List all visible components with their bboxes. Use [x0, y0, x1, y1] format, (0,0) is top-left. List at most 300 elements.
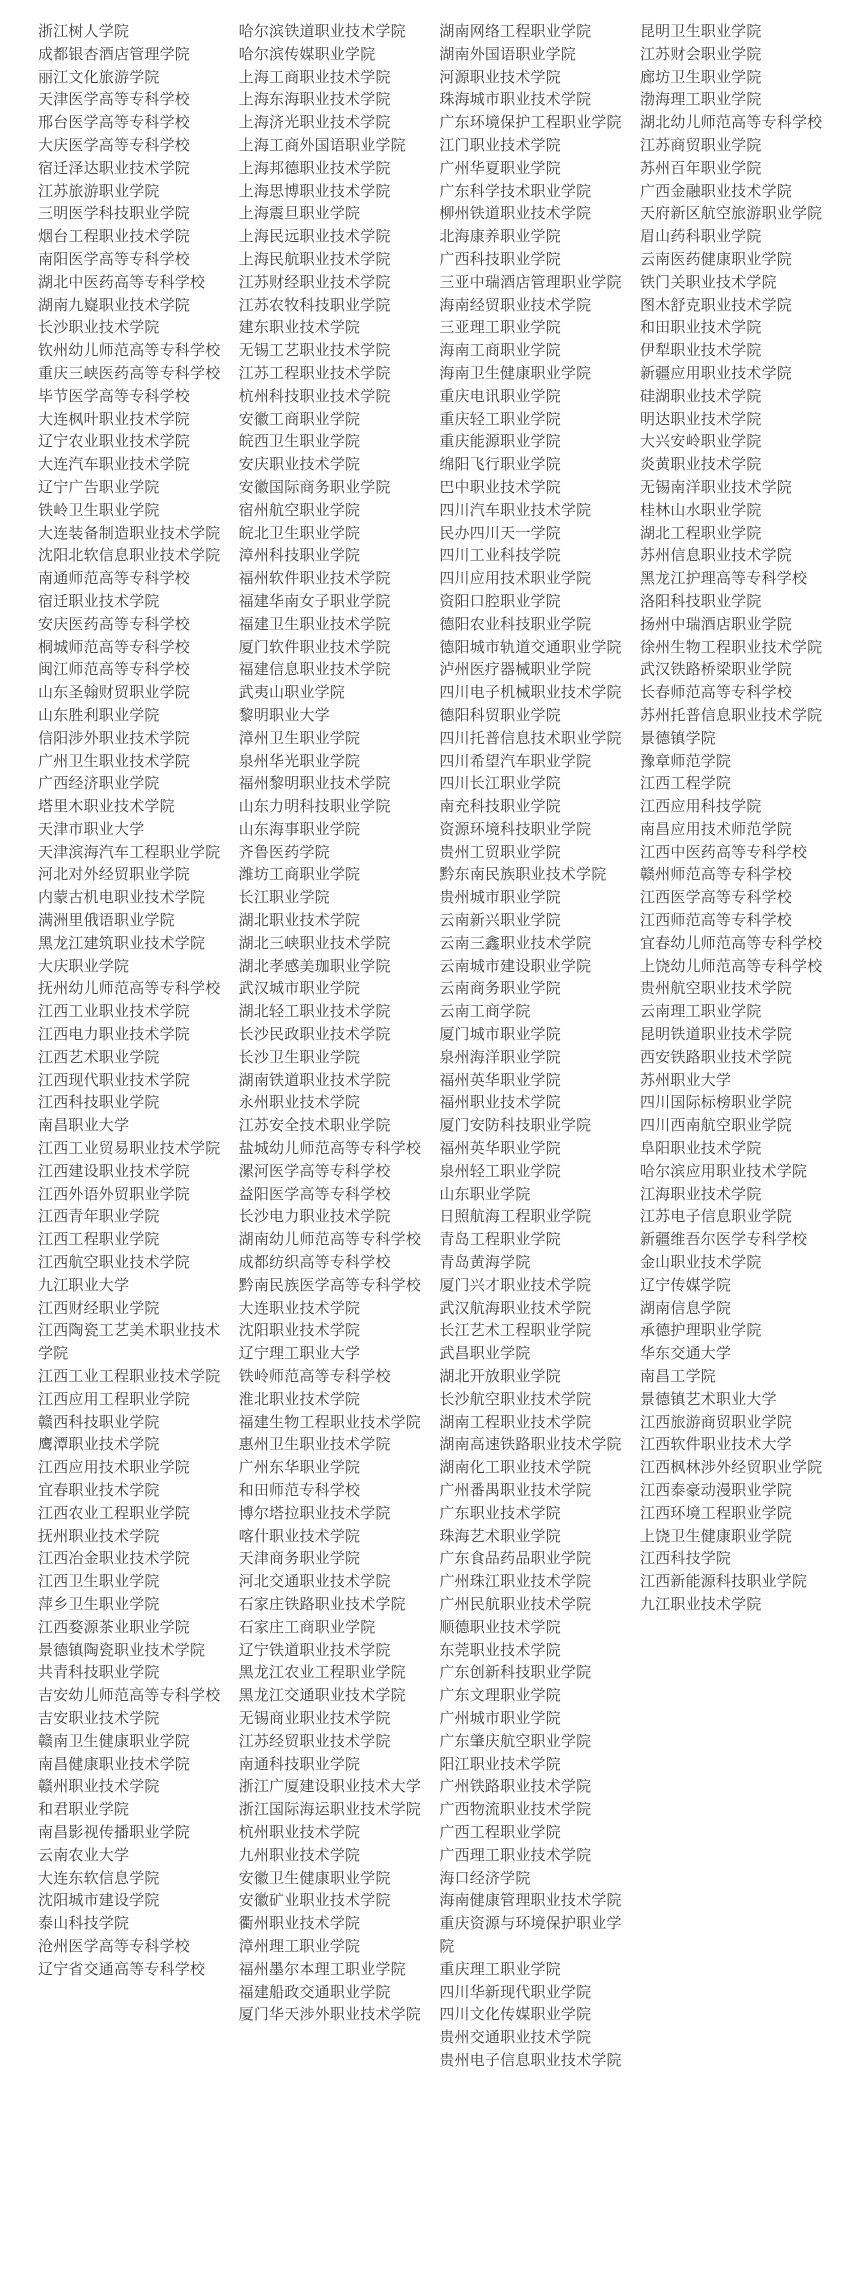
school-name: 湖北工程职业学院 — [639, 523, 762, 542]
school-name: 上饶幼儿师范高等专科学校 — [639, 956, 823, 975]
school-name: 江苏商贸职业学院 — [639, 135, 762, 154]
school-name: 广州华夏职业学院 — [439, 158, 561, 177]
school-name: 鹰潭职业技术学院 — [38, 1435, 160, 1454]
school-name: 上海东海职业技术学院 — [238, 90, 391, 109]
school-name: 盐城幼儿师范高等专科学校 — [238, 1139, 422, 1158]
school-name: 江苏财经职业技术学院 — [238, 272, 391, 291]
school-name: 桂林山水职业学院 — [639, 500, 762, 519]
list-column-1 — [38, 20, 226, 2286]
school-name: 和田师范专科学校 — [238, 1481, 361, 1499]
school-name: 漯河医学高等专科学校 — [238, 1161, 391, 1180]
school-name: 江西财经职业学院 — [38, 1298, 160, 1317]
school-name: 石家庄工商职业学院 — [238, 1617, 376, 1636]
list-column-2 — [239, 20, 427, 2286]
school-name: 杭州职业技术学院 — [238, 1822, 361, 1841]
school-name: 江海职业技术学院 — [639, 1184, 762, 1203]
school-name: 湖南幼儿师范高等专科学校 — [238, 1230, 422, 1249]
school-name: 漳州卫生职业学院 — [238, 728, 361, 747]
school-name: 四川华新现代职业学院 — [439, 1982, 592, 2001]
school-name: 厦门华天涉外职业技术学院 — [238, 2005, 422, 2024]
school-name: 天津滨海汽车工程职业学院 — [38, 842, 221, 861]
school-name: 图木舒克职业技术学院 — [639, 295, 792, 314]
school-name: 渤海理工职业学院 — [639, 90, 762, 109]
school-name: 海南卫生健康职业学院 — [439, 363, 592, 382]
school-name: 黑龙江建筑职业技术学院 — [38, 933, 206, 952]
school-name: 扬州中瑞酒店职业学院 — [639, 614, 792, 633]
school-name: 青岛工程职业学院 — [439, 1230, 561, 1249]
school-name: 江西工程职业学院 — [38, 1230, 160, 1249]
school-name: 江西工业贸易职业技术学院 — [38, 1139, 221, 1158]
school-name: 重庆能源职业学院 — [439, 432, 561, 451]
school-name: 湖北三峡职业技术学院 — [238, 933, 391, 952]
school-name: 新疆应用职业技术学院 — [639, 363, 792, 382]
school-name: 云南农业大学 — [38, 1845, 130, 1864]
school-name: 长沙航空职业技术学院 — [439, 1389, 592, 1408]
school-name: 九江职业技术学院 — [639, 1594, 762, 1613]
school-name: 泉州华光职业学院 — [238, 751, 361, 770]
school-name: 硅湖职业技术学院 — [639, 386, 762, 405]
school-name: 成都银杏酒店管理学院 — [38, 44, 191, 63]
school-name: 四川西南航空职业学院 — [639, 1116, 792, 1135]
school-name: 南通科技职业学院 — [238, 1754, 361, 1773]
school-name: 广东科学技术职业学院 — [439, 181, 592, 200]
school-name: 长江艺术工程职业学院 — [439, 1321, 592, 1340]
school-name: 湖北孝感美珈职业学院 — [238, 956, 391, 975]
school-name: 珠海艺术职业学院 — [439, 1526, 561, 1545]
school-name: 萍乡卫生职业学院 — [38, 1594, 160, 1613]
school-name: 江西青年职业学院 — [38, 1207, 160, 1226]
school-name: 重庆三峡医药高等专科学校 — [38, 363, 221, 382]
school-name: 顺德职业技术学院 — [439, 1617, 561, 1636]
school-name: 吉安职业技术学院 — [38, 1708, 160, 1727]
school-name: 江西师范高等专科学校 — [639, 911, 792, 930]
school-name: 广州番禺职业技术学院 — [439, 1481, 592, 1499]
school-name: 福州软件职业技术学院 — [238, 569, 391, 588]
school-name: 四川希望汽车职业学院 — [439, 751, 592, 770]
school-name: 宜春职业技术学院 — [38, 1481, 160, 1499]
school-name: 江西医学高等专科学校 — [639, 888, 792, 907]
list-column-3 — [439, 20, 627, 2286]
school-name: 漳州理工职业学院 — [238, 1936, 361, 1955]
school-name: 湖北中医药高等专科学校 — [38, 272, 206, 291]
school-name: 海口经济学院 — [439, 1868, 531, 1887]
school-name: 天津医学高等专科学校 — [38, 90, 191, 109]
school-name: 豫章师范学院 — [639, 751, 732, 770]
school-name: 辽宁广告职业学院 — [38, 477, 160, 496]
school-name: 江西工业工程职业技术学院 — [38, 1367, 221, 1386]
school-name: 上海邦德职业技术学院 — [238, 158, 391, 177]
school-name: 南昌职业大学 — [38, 1116, 130, 1135]
school-name: 邢台医学高等专科学校 — [38, 113, 191, 132]
school-name: 和田职业技术学院 — [639, 318, 762, 337]
school-name: 大庆职业学院 — [38, 956, 130, 975]
school-name: 烟台工程职业技术学院 — [38, 227, 191, 246]
school-name: 湖北职业技术学院 — [238, 911, 361, 930]
school-name: 广西科技职业学院 — [439, 249, 561, 268]
school-name: 重庆电讯职业学院 — [439, 386, 561, 405]
school-name: 福建船政交通职业学院 — [238, 1982, 391, 2001]
school-name: 江西陶瓷工艺美术职业技术学院 — [38, 1321, 221, 1363]
school-name: 江西科技学院 — [639, 1549, 732, 1568]
school-name: 无锡工艺职业技术学院 — [238, 341, 391, 360]
school-name: 广东文理职业学院 — [439, 1686, 561, 1705]
school-name: 哈尔滨传媒职业学院 — [238, 44, 376, 63]
school-name: 浙江国际海运职业技术学院 — [238, 1800, 422, 1819]
school-name: 成都纺织高等专科学校 — [238, 1253, 391, 1272]
school-name: 武夷山职业学院 — [238, 683, 346, 702]
school-name: 赣州职业技术学院 — [38, 1777, 160, 1796]
school-name: 厦门城市职业学院 — [439, 1025, 561, 1044]
school-name: 广西经济职业学院 — [38, 774, 160, 793]
school-name: 南昌健康职业技术学院 — [38, 1754, 191, 1773]
school-name: 广州珠江职业技术学院 — [439, 1572, 592, 1591]
school-name: 大庆医学高等专科学校 — [38, 135, 191, 154]
school-name: 云南城市建设职业学院 — [439, 956, 592, 975]
school-name: 泰山科技学院 — [38, 1914, 130, 1933]
school-name: 铁门关职业技术学院 — [639, 272, 777, 291]
school-name: 福州英华职业学院 — [439, 1070, 561, 1089]
school-name: 江西旅游商贸职业学院 — [639, 1412, 792, 1431]
school-name: 塔里木职业技术学院 — [38, 797, 175, 816]
school-name: 三亚理工职业学院 — [439, 318, 561, 337]
school-name: 民办四川天一学院 — [439, 523, 561, 542]
school-name: 泉州轻工职业学院 — [439, 1161, 561, 1180]
school-name: 惠州卫生职业技术学院 — [238, 1435, 391, 1454]
school-name: 宜春幼儿师范高等专科学校 — [639, 933, 823, 952]
school-name: 皖西卫生职业学院 — [238, 432, 361, 451]
school-name: 上海思博职业技术学院 — [238, 181, 391, 200]
school-name: 衢州职业技术学院 — [238, 1914, 361, 1933]
school-name: 厦门软件职业技术学院 — [238, 637, 391, 656]
school-name: 山东力明科技职业学院 — [238, 797, 391, 816]
school-name: 桐城师范高等专科学校 — [38, 637, 191, 656]
school-name: 江西婺源茶业职业学院 — [38, 1617, 191, 1636]
school-name: 江西农业工程职业学院 — [38, 1503, 191, 1522]
school-name: 福建信息职业技术学院 — [238, 660, 391, 679]
school-name: 江西应用科技学院 — [639, 797, 762, 816]
school-name: 四川长江职业学院 — [439, 774, 561, 793]
school-name: 广西金融职业技术学院 — [639, 181, 792, 200]
school-name: 九江职业大学 — [38, 1275, 130, 1294]
school-name: 辽宁省交通高等专科学校 — [38, 1959, 206, 1978]
school-name: 沈阳职业技术学院 — [238, 1321, 361, 1340]
school-name: 华东交通大学 — [639, 1344, 732, 1363]
school-name: 德阳农业科技职业学院 — [439, 614, 592, 633]
school-name: 江苏旅游职业学院 — [38, 181, 160, 200]
school-name: 湖南化工职业技术学院 — [439, 1458, 592, 1477]
school-name: 南通师范高等专科学校 — [38, 569, 191, 588]
school-name: 南充科技职业学院 — [439, 797, 561, 816]
school-name: 廊坊卫生职业学院 — [639, 67, 762, 86]
school-name: 和君职业学院 — [38, 1800, 130, 1819]
school-name: 宿迁泽达职业技术学院 — [38, 158, 191, 177]
school-name: 德阳科贸职业学院 — [439, 705, 561, 724]
school-name: 武汉铁路桥梁职业学院 — [639, 660, 792, 679]
school-name: 黎明职业大学 — [238, 705, 330, 724]
school-name: 西安铁路职业技术学院 — [639, 1047, 792, 1066]
school-name: 河北交通职业技术学院 — [238, 1572, 391, 1591]
school-name: 昆明卫生职业学院 — [639, 22, 762, 40]
school-name: 博尔塔拉职业技术学院 — [238, 1503, 391, 1522]
school-name: 南昌影视传播职业学院 — [38, 1822, 191, 1841]
school-name: 黔东南民族职业技术学院 — [439, 865, 607, 884]
school-name: 上海工商外国语职业学院 — [238, 135, 406, 154]
school-name: 湖北开放职业学院 — [439, 1367, 561, 1386]
school-name: 江西外语外贸职业学院 — [38, 1184, 191, 1203]
school-name: 江西应用技术职业学院 — [38, 1458, 191, 1477]
school-name: 安徽国际商务职业学院 — [238, 477, 391, 496]
school-name: 湖南网络工程职业学院 — [439, 22, 592, 40]
school-name: 江西泰豪动漫职业学院 — [639, 1481, 792, 1499]
school-name: 绵阳飞行职业学院 — [439, 455, 561, 474]
school-name: 江苏经贸职业技术学院 — [238, 1731, 391, 1750]
school-name: 广州东华职业学院 — [238, 1458, 361, 1477]
school-name: 云南医药健康职业学院 — [639, 249, 792, 268]
school-name: 江西环境工程职业学院 — [639, 1503, 792, 1522]
school-name: 吉安幼儿师范高等专科学校 — [38, 1686, 221, 1705]
school-name: 广东创新科技职业学院 — [439, 1663, 592, 1682]
school-name: 江苏工程职业技术学院 — [238, 363, 391, 382]
school-name: 江西应用工程职业学院 — [38, 1389, 191, 1408]
school-name: 江西建设职业技术学院 — [38, 1161, 191, 1180]
school-name: 云南新兴职业学院 — [439, 911, 561, 930]
school-name: 贵州电子信息职业技术学院 — [439, 2050, 622, 2069]
school-name: 闽江师范高等专科学校 — [38, 660, 191, 679]
school-name: 东莞职业技术学院 — [439, 1640, 561, 1659]
school-name: 益阳医学高等专科学校 — [238, 1184, 391, 1203]
school-name: 云南理工职业学院 — [639, 1002, 762, 1021]
school-name: 内蒙古机电职业技术学院 — [38, 888, 206, 907]
school-name: 长沙电力职业技术学院 — [238, 1207, 391, 1226]
school-name: 福建华南女子职业学院 — [238, 591, 391, 610]
school-name: 广东肇庆航空职业学院 — [439, 1731, 592, 1750]
school-name: 湖南工程职业技术学院 — [439, 1412, 592, 1431]
school-name: 云南商务职业学院 — [439, 979, 561, 998]
school-name: 湖南外国语职业学院 — [439, 44, 577, 63]
school-name: 福建生物工程职业技术学院 — [238, 1412, 422, 1431]
school-name: 安庆医药高等专科学校 — [38, 614, 191, 633]
school-name: 建东职业技术学院 — [238, 318, 361, 337]
school-name: 武汉航海职业技术学院 — [439, 1298, 592, 1317]
school-name: 承德护理职业学院 — [639, 1321, 762, 1340]
school-name: 江西工程学院 — [639, 774, 732, 793]
school-name: 铁岭卫生职业学院 — [38, 500, 160, 519]
school-name: 明达职业技术学院 — [639, 409, 762, 428]
school-name: 江苏安全技术职业学院 — [238, 1116, 391, 1135]
school-name: 湖南铁道职业技术学院 — [238, 1070, 391, 1089]
school-name: 福州黎明职业技术学院 — [238, 774, 391, 793]
school-name: 丽江文化旅游学院 — [38, 67, 160, 86]
school-name: 海南经贸职业技术学院 — [439, 295, 592, 314]
school-name: 皖北卫生职业学院 — [238, 523, 361, 542]
school-name: 北海康养职业学院 — [439, 227, 561, 246]
school-name: 辽宁传媒学院 — [639, 1275, 732, 1294]
school-name: 上饶卫生健康职业学院 — [639, 1526, 792, 1545]
school-name: 江苏电子信息职业学院 — [639, 1207, 792, 1226]
school-name: 江西冶金职业技术学院 — [38, 1549, 191, 1568]
school-name: 武汉城市职业学院 — [238, 979, 361, 998]
school-name: 苏州托普信息职业技术学院 — [639, 705, 823, 724]
school-name: 无锡商业职业技术学院 — [238, 1708, 391, 1727]
school-name: 浙江广厦建设职业技术大学 — [238, 1777, 422, 1796]
school-name: 宿州航空职业学院 — [238, 500, 361, 519]
school-name: 潍坊工商职业学院 — [238, 865, 361, 884]
school-name: 泉州海洋职业学院 — [439, 1047, 561, 1066]
school-name: 石家庄铁路职业技术学院 — [238, 1594, 406, 1613]
school-name: 哈尔滨应用职业技术学院 — [639, 1161, 808, 1180]
school-name: 上海民航职业技术学院 — [238, 249, 391, 268]
school-name: 江西中医药高等专科学校 — [639, 842, 808, 861]
school-name: 金山职业技术学院 — [639, 1253, 762, 1272]
school-name: 柳州铁道职业技术学院 — [439, 204, 592, 223]
school-name: 广州民航职业技术学院 — [439, 1594, 592, 1613]
school-name: 天津市职业大学 — [38, 819, 145, 838]
school-name: 喀什职业技术学院 — [238, 1526, 361, 1545]
school-name: 三亚中瑞酒店管理职业学院 — [439, 272, 622, 291]
school-name: 共青科技职业学院 — [38, 1663, 160, 1682]
school-name: 三明医学科技职业学院 — [38, 204, 191, 223]
school-name: 厦门兴才职业技术学院 — [439, 1275, 592, 1294]
school-name: 广西物流职业技术学院 — [439, 1800, 592, 1819]
school-name: 广东环境保护工程职业学院 — [439, 113, 622, 132]
school-name: 珠海城市职业技术学院 — [439, 90, 592, 109]
school-name: 四川国际标榜职业学院 — [639, 1093, 792, 1112]
school-name: 云南三鑫职业技术学院 — [439, 933, 592, 952]
school-name: 杭州科技职业技术学院 — [238, 386, 391, 405]
school-name: 徐州生物工程职业技术学院 — [639, 637, 823, 656]
school-name: 苏州职业大学 — [639, 1070, 732, 1089]
school-name: 广州卫生职业技术学院 — [38, 751, 191, 770]
school-name: 福州职业技术学院 — [439, 1093, 561, 1112]
school-name: 大连汽车职业技术学院 — [38, 455, 191, 474]
school-name: 昆明铁道职业技术学院 — [639, 1025, 792, 1044]
school-name: 无锡南洋职业技术学院 — [639, 477, 792, 496]
school-name: 景德镇学院 — [639, 728, 716, 747]
school-name: 洛阳科技职业学院 — [639, 591, 762, 610]
school-name: 苏州百年职业学院 — [639, 158, 762, 177]
school-name: 湖南九嶷职业技术学院 — [38, 295, 191, 314]
school-name: 重庆资源与环境保护职业学院 — [439, 1914, 622, 1955]
school-name: 长江职业学院 — [238, 888, 330, 907]
school-name: 齐鲁医药学院 — [238, 842, 330, 861]
school-name: 南昌应用技术师范学院 — [639, 819, 792, 838]
school-name: 安徽卫生健康职业学院 — [238, 1868, 391, 1887]
school-name: 四川电子机械职业技术学院 — [439, 683, 622, 702]
school-name: 江西艺术职业学院 — [38, 1047, 160, 1066]
school-name: 海南健康管理职业技术学院 — [439, 1891, 622, 1910]
school-name: 黑龙江农业工程职业学院 — [238, 1663, 406, 1682]
school-name: 广西工程职业学院 — [439, 1822, 561, 1841]
school-name: 江西电力职业技术学院 — [38, 1025, 191, 1044]
school-name: 贵州交通职业技术学院 — [439, 2028, 592, 2047]
school-name: 新疆维吾尔医学专科学校 — [639, 1230, 808, 1249]
school-name: 资阳口腔职业学院 — [439, 591, 561, 610]
school-name: 泸州医疗器械职业学院 — [439, 660, 592, 679]
school-name: 九州职业技术学院 — [238, 1845, 361, 1864]
school-name: 黑龙江护理高等专科学校 — [639, 569, 808, 588]
school-name: 福州墨尔本理工职业学院 — [238, 1959, 406, 1978]
school-name: 青岛黄海学院 — [439, 1253, 531, 1272]
school-name: 伊犁职业技术学院 — [639, 341, 762, 360]
school-name: 江西现代职业技术学院 — [38, 1070, 191, 1089]
school-name: 淮北职业技术学院 — [238, 1389, 361, 1408]
school-name: 河源职业技术学院 — [439, 67, 561, 86]
school-name: 黔南民族医学高等专科学校 — [238, 1275, 422, 1294]
school-name: 上海济光职业技术学院 — [238, 113, 391, 132]
school-name: 上海民远职业技术学院 — [238, 227, 391, 246]
school-name: 贵州航空职业技术学院 — [639, 979, 792, 998]
school-name: 资源环境科技职业学院 — [439, 819, 592, 838]
school-name: 日照航海工程职业学院 — [439, 1207, 592, 1226]
school-name: 上海震旦职业学院 — [238, 204, 361, 223]
school-name: 江西航空职业技术学院 — [38, 1253, 191, 1272]
school-name: 安徽工商职业学院 — [238, 409, 361, 428]
school-name: 江门职业技术学院 — [439, 135, 561, 154]
school-name: 赣西科技职业学院 — [38, 1412, 160, 1431]
school-name: 山东胜利职业学院 — [38, 705, 160, 724]
school-name: 赣南卫生健康职业学院 — [38, 1731, 191, 1750]
school-name: 湖北轻工职业技术学院 — [238, 1002, 391, 1021]
school-name: 重庆理工职业学院 — [439, 1959, 561, 1978]
school-name: 海南工商职业学院 — [439, 341, 561, 360]
school-name: 南阳医学高等专科学校 — [38, 249, 191, 268]
school-name: 满洲里俄语职业学院 — [38, 911, 175, 930]
school-name: 南昌工学院 — [639, 1367, 716, 1386]
school-name: 江西科技职业学院 — [38, 1093, 160, 1112]
school-name: 毕节医学高等专科学校 — [38, 386, 191, 405]
school-name: 长春师范高等专科学校 — [639, 683, 792, 702]
school-name: 湖南信息学院 — [639, 1298, 732, 1317]
school-name: 沧州医学高等专科学校 — [38, 1936, 191, 1955]
school-name: 长沙职业技术学院 — [38, 318, 160, 337]
school-name: 大连装备制造职业技术学院 — [38, 523, 221, 542]
school-name: 抚州幼儿师范高等专科学校 — [38, 979, 221, 998]
school-name: 炎黄职业技术学院 — [639, 455, 762, 474]
school-name: 铁岭师范高等专科学校 — [238, 1367, 391, 1386]
school-name: 长沙卫生职业学院 — [238, 1047, 361, 1066]
school-name: 厦门安防科技职业学院 — [439, 1116, 592, 1135]
school-name: 贵州城市职业学院 — [439, 888, 561, 907]
school-name: 江西工业职业技术学院 — [38, 1002, 191, 1021]
school-name: 大连枫叶职业技术学院 — [38, 409, 191, 428]
school-name: 浙江树人学院 — [38, 22, 130, 40]
school-name: 大连职业技术学院 — [238, 1298, 361, 1317]
school-name: 江苏农牧科技职业学院 — [238, 295, 391, 314]
school-name: 辽宁农业职业技术学院 — [38, 432, 191, 451]
school-name: 天津商务职业学院 — [238, 1549, 361, 1568]
school-name: 赣州师范高等专科学校 — [639, 865, 792, 884]
school-name: 景德镇陶瓷职业技术学院 — [38, 1640, 206, 1659]
school-name: 江西枫林涉外经贸职业学院 — [639, 1458, 823, 1477]
school-name: 湖南高速铁路职业技术学院 — [439, 1435, 622, 1454]
school-name: 江西卫生职业学院 — [38, 1572, 160, 1591]
school-name: 四川文化传媒职业学院 — [439, 2005, 592, 2024]
school-name: 辽宁铁道职业技术学院 — [238, 1640, 391, 1659]
school-name: 阜阳职业技术学院 — [639, 1139, 762, 1158]
school-name: 四川托普信息技术职业学院 — [439, 728, 622, 747]
school-name: 广西理工职业技术学院 — [439, 1845, 592, 1864]
school-name: 信阳涉外职业技术学院 — [38, 728, 191, 747]
school-name: 武昌职业学院 — [439, 1344, 531, 1363]
school-name: 四川汽车职业技术学院 — [439, 500, 592, 519]
school-name: 大连东软信息学院 — [38, 1868, 160, 1887]
school-name: 四川工业科技学院 — [439, 546, 561, 565]
school-name: 景德镇艺术职业大学 — [639, 1389, 777, 1408]
list-column-4 — [640, 20, 828, 2286]
school-name: 河北对外经贸职业学院 — [38, 865, 191, 884]
school-name: 沈阳城市建设学院 — [38, 1891, 160, 1910]
school-name: 广东职业技术学院 — [439, 1503, 561, 1522]
